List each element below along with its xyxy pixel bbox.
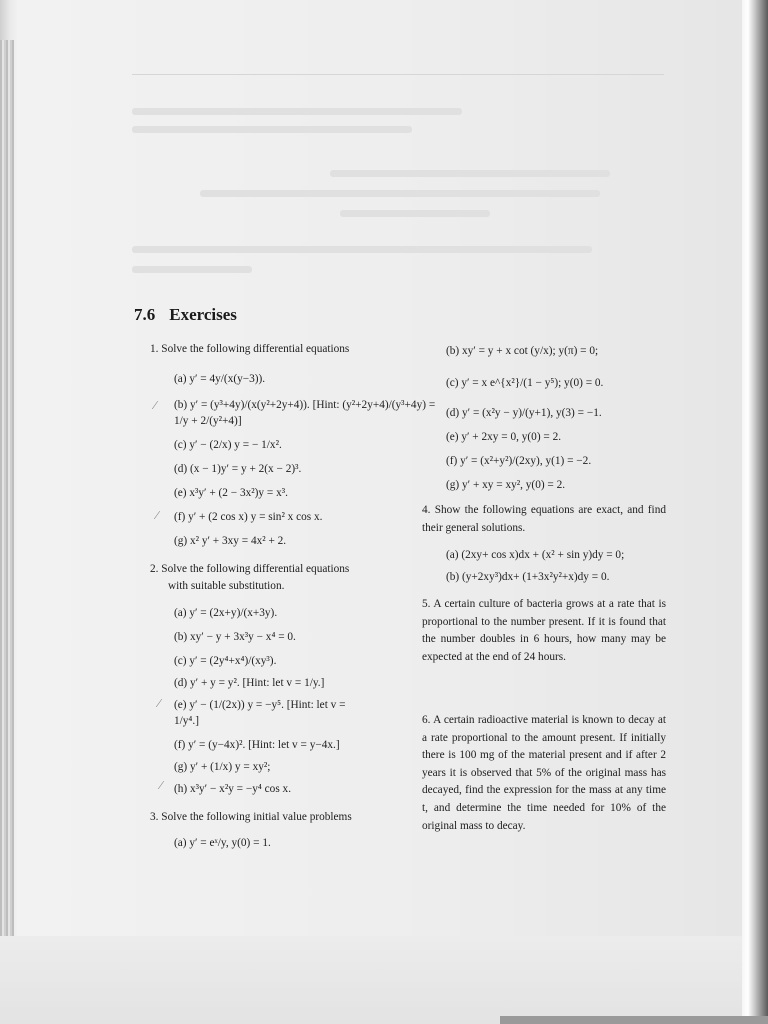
exercise-1f: (f) y′ + (2 cos x) y = sin² x cos x.	[174, 511, 323, 523]
exercise-2b: (b) xy′ − y + 3x³y − x⁴ = 0.	[174, 631, 296, 643]
exercise-3g: (g) y′ + xy = xy², y(0) = 2.	[446, 479, 566, 491]
exercise-3c: (c) y′ = x e^{x²}/(1 − y⁵); y(0) = 0.	[446, 377, 604, 389]
exercise-3a: (a) y′ = eˣ/y, y(0) = 1.	[174, 837, 271, 849]
running-header-rule	[132, 74, 664, 75]
section-title: Exercises	[169, 305, 237, 324]
bleed-through-line	[132, 126, 412, 133]
bleed-through-line	[132, 108, 462, 115]
exercise-3b: (b) xy′ = y + x cot (y/x); y(π) = 0;	[446, 345, 599, 357]
bleed-through-line	[200, 190, 600, 197]
exercise-1b: (b) y′ = (y³+4y)/(x(y²+2y+4)). [Hint: (y²+2y+4)/(y³+4y) =	[174, 399, 436, 411]
exercise-3d: (d) y′ = (x²y − y)/(y+1), y(3) = −1.	[446, 407, 602, 419]
section-heading	[134, 305, 237, 325]
exercise-5: 5. A certain culture of bacteria grows at a rate that is proportional to the number present. If it is found that the number doubles in 6 hours, how many may be expected at the end of 24 hours.	[422, 598, 666, 663]
exercise-4b: (b) (y+2xy³)dx+ (1+3x²y²+x)dy = 0.	[446, 571, 610, 583]
bleed-through-line	[132, 246, 592, 253]
bleed-through-line	[340, 210, 490, 217]
exercise-1a: (a) y′ = 4y/(x(y−3)).	[174, 373, 266, 385]
exercise-6: 6. A certain radioactive material is known to decay at a rate proportional to the amount present. If initially there is 100 mg of the material present and if after 2 years it is observed that 5% of the original mass has decayed, find the expression for the mass at any time t, and determine the time needed for 10% of the original mass to decay.	[422, 714, 666, 832]
exercise-2h: (h) x³y′ − x²y = −y⁴ cos x.	[174, 783, 292, 795]
check-mark: ∕	[154, 398, 157, 412]
exercise-1b-cont: 1/y + 2/(y²+4)]	[174, 415, 242, 427]
scanner-edge	[500, 1016, 768, 1024]
page-bottom-margin	[0, 936, 742, 1024]
exercise-2f: (f) y′ = (y−4x)². [Hint: let v = y−4x.]	[174, 739, 340, 751]
exercise-1e: (e) x³y′ + (2 − 3x²)y = x³.	[174, 487, 288, 499]
exercise-1g: (g) x² y′ + 3xy = 4x² + 2.	[174, 535, 287, 547]
check-mark: ∕	[158, 696, 161, 710]
exercise-2-cont: with suitable substitution.	[168, 580, 285, 592]
section-number: 7.6	[134, 305, 156, 324]
page-binding-edge	[0, 40, 14, 940]
exercise-2e: (e) y′ − (1/(2x)) y = −y⁵. [Hint: let v =	[174, 699, 346, 711]
exercise-2g: (g) y′ + (1/x) y = xy²;	[174, 761, 271, 773]
book-page-edge	[742, 0, 768, 1024]
exercise-2a: (a) y′ = (2x+y)/(x+3y).	[174, 607, 278, 619]
exercise-1d: (d) (x − 1)y′ = y + 2(x − 2)³.	[174, 463, 302, 475]
exercise-2e-cont: 1/y⁴.]	[174, 715, 199, 727]
exercise-1: 1. Solve the following differential equations	[150, 343, 350, 355]
exercise-3f: (f) y′ = (x²+y²)/(2xy), y(1) = −2.	[446, 455, 592, 467]
bleed-through-line	[132, 266, 252, 273]
exercise-2c: (c) y′ = (2y⁴+x⁴)/(xy³).	[174, 655, 277, 667]
exercise-2: 2. Solve the following differential equations	[150, 563, 350, 575]
exercise-3e: (e) y′ + 2xy = 0, y(0) = 2.	[446, 431, 562, 443]
exercise-4: 4. Show the following equations are exact, and find their general solutions.	[422, 504, 666, 534]
check-mark: ∕	[156, 508, 159, 522]
check-mark: ∕	[160, 778, 163, 792]
exercise-3: 3. Solve the following initial value problems	[150, 811, 352, 823]
exercise-2d: (d) y′ + y = y². [Hint: let v = 1/y.]	[174, 677, 325, 689]
exercise-1c: (c) y′ − (2/x) y = − 1/x².	[174, 439, 282, 451]
bleed-through-line	[330, 170, 610, 177]
exercise-4a: (a) (2xy+ cos x)dx + (x² + sin y)dy = 0;	[446, 549, 625, 561]
